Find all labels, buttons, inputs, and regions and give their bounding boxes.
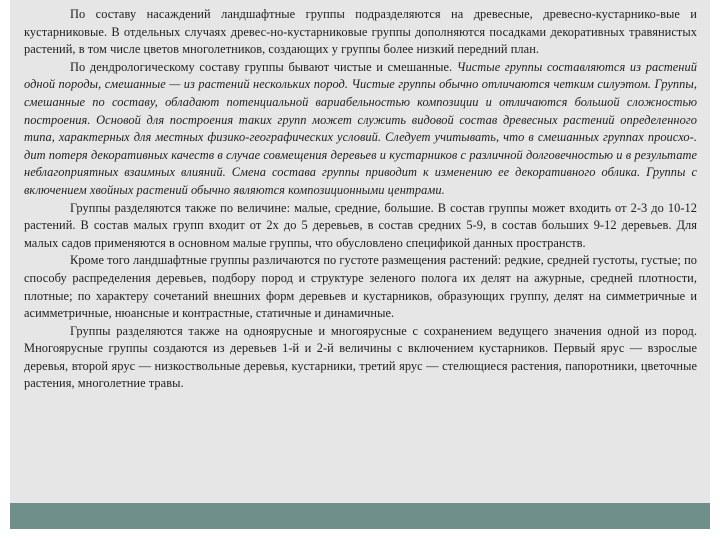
paragraph-planting-composition	[24, 6, 697, 59]
paragraph-4-text: Кроме того ландшафтные группы различаются по густоте размещения растений: редкие, средней густоты, густые; по способу распределения деревьев, подбору пород и структуре зеленого полога их делят на ажурные, средней плотности, плотные; по характеру сочетаний внешних форм деревьев и кустарников, образующих группу, делят на симметричные и асимметричные, нюансные и контрастные, статичные и динамичные.	[24, 253, 697, 321]
paragraph-5-text: Группы разделяются также на одноярусные и многоярусные с сохранением ведущего значения одной из пород. Многоярусные группы создаются из деревьев 1-й и 2-й величины с включением кустарников. Первый ярус — взрослые деревья, второй ярус — низкоствольные деревья, кустарники, третий ярус — стелющиеся растения, папоротники, цветочные растения, многолетние травы.	[24, 323, 697, 391]
bottom-color-band	[10, 503, 710, 529]
paragraph-layering	[24, 323, 697, 393]
paragraph-1-text: По составу насаждений ландшафтные группы подразделяются на древесные, древесно-кустарнико-вые и кустарниковые. В отдельных случаях древес-но-кустарниковые группы дополняются посадками декоративных травянистых растений, в том числе цветов многолетников, создающих у группы более низкий передний план.	[24, 7, 697, 57]
paragraph-2-italic-text: Чистые группы составляются из растений одной породы, смешанные — из растений нескольких пород. Чистые группы обычно отличаются четким силуэтом. Группы, смешанные по составу, обладают потенциальной вариабельностью композиции и отличаются большой сложностью построения. Основой для построения таких групп может служить видовой состав древесных растений определенного типа, характерных для местных физико-географических условий. Следует учитывать, что в смешанных группах происхо-. дит потеря декоративных качеств в случае совмещения деревьев и кустарников с различной долговечностью и в результате неблагоприятных взаимных влияний. Смена состава группы приводит к изменению ее декоративного облика. Группы с включением хвойных растений обычно являются композиционными центрами.	[24, 59, 697, 197]
paragraph-3-text: Группы разделяются также по величине: малые, средние, большие. В состав группы может входить от 2-3 до 10-12 растений. В состав малых групп входит от 2х до 5 деревьев, в состав средних 5-9, в состав больших 9-12 деревьев. Для малых садов применяются в основном малые группы, что обусловлено спецификой данных пространств.	[24, 200, 697, 250]
document-text	[24, 6, 697, 393]
paragraph-dendrological-composition	[24, 59, 697, 200]
paragraph-group-size	[24, 200, 697, 253]
paragraph-2-text: По дендрологическому составу группы бывают чистые и смешанные.	[70, 59, 453, 74]
paragraph-planting-density	[24, 252, 697, 322]
document-page	[10, 0, 710, 503]
